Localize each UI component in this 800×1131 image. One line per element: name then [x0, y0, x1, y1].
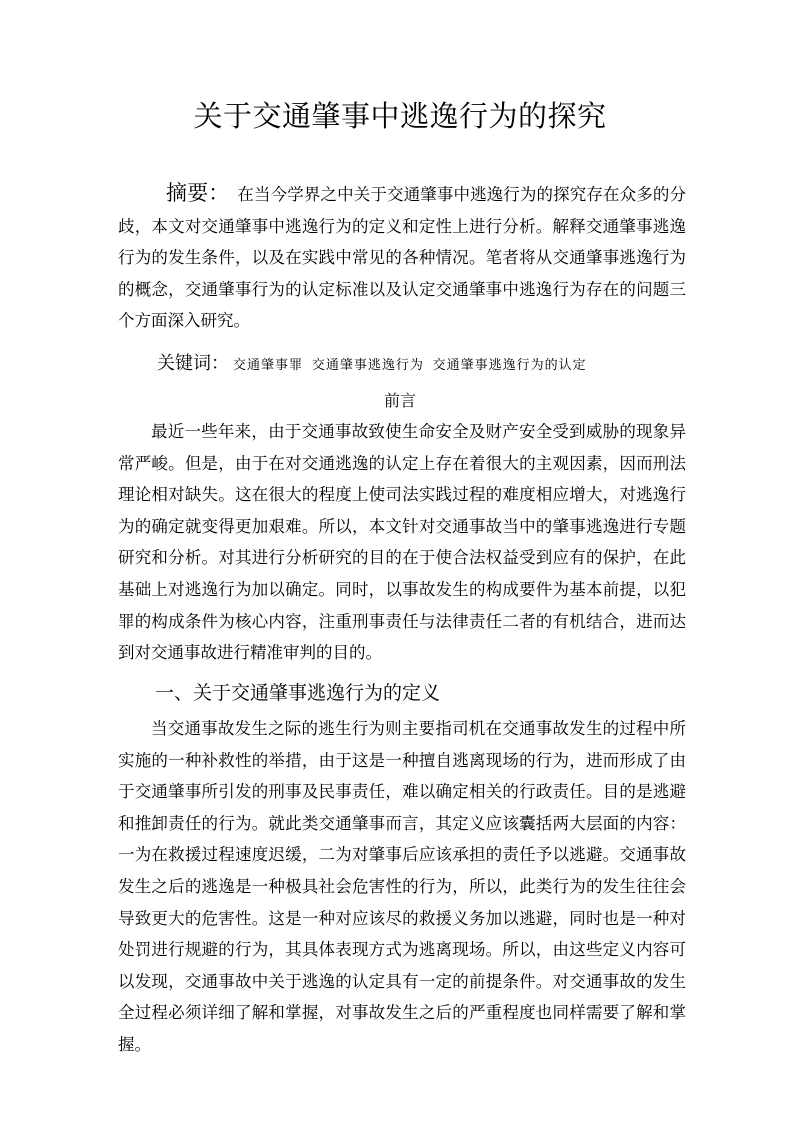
section-1-heading: 一、关于交通肇事逃逸行为的定义	[155, 682, 441, 704]
keywords-line	[157, 350, 717, 380]
abstract-paragraph	[118, 178, 686, 337]
document-title: 关于交通肇事中逃逸行为的探究	[193, 99, 607, 133]
section-1-paragraph: 当交通事故发生之际的逃生行为则主要指司机在交通事故发生的过程中所实施的一种补救性的举措，由于这是一种擅自逃离现场的行为，进而形成了由于交通肇事所引发的刑事及民事责任，难以确定相关的行政责任。目的是逃避和推卸责任的行为。就此类交通肇事而言，其定义应该囊括两大层面的内容：一为在救援过程速度迟缓，二为对肇事后应该承担的责任予以逃避。交通事故发生之后的逃逸是一种极具社会危害性的行为，所以，此类行为的发生往往会导致更大的危害性。这是一种对应该尽的救援义务加以逃避，同时也是一种对处罚进行规避的行为，其具体表现方式为逃离现场。所以，由这些定义内容可以发现，交通事故中关于逃逸的认定具有一定的前提条件。对交通事故的发生全过程必须详细了解和掌握，对事故发生之后的严重程度也同样需要了解和掌握。	[118, 719, 686, 1054]
preface-heading: 前言	[383, 391, 416, 410]
keywords-label: 关键词：	[157, 353, 229, 374]
preface-paragraph: 最近一些年来，由于交通事故致使生命安全及财产安全受到威胁的现象异常严峻。但是，由于在对交通逃逸的认定上存在着很大的主观因素，因而刑法理论相对缺失。这在很大的程度上使司法实践过程的难度相应增大，对逃逸行为的确定就变得更加艰难。所以，本文针对交通事故当中的肇事逃逸进行专题研究和分析。对其进行分析研究的目的在于使合法权益受到应有的保护，在此基础上对逃逸行为加以确定。同时，以事故发生的构成要件为基本前提，以犯罪的构成条件为核心内容，注重刑事责任与法律责任二者的有机结合，进而达到对交通事故进行精准审判的目的。	[118, 422, 686, 663]
abstract-text: 在当今学界之中关于交通肇事中逃逸行为的探究存在众多的分歧，本文对交通肇事中逃逸行为的定义和定性上进行分析。解释交通肇事逃逸行为的发生条件，以及在实践中常见的各种情况。笔者将从交通肇事逃逸行为的概念，交通肇事行为的认定标准以及认定交通肇事中逃逸行为存在的问题三个方面深入研究。	[118, 185, 687, 331]
keywords-text: 交通肇事罪 交通肇事逃逸行为 交通肇事逃逸行为的认定	[233, 358, 587, 373]
abstract-label: 摘要：	[166, 181, 230, 205]
